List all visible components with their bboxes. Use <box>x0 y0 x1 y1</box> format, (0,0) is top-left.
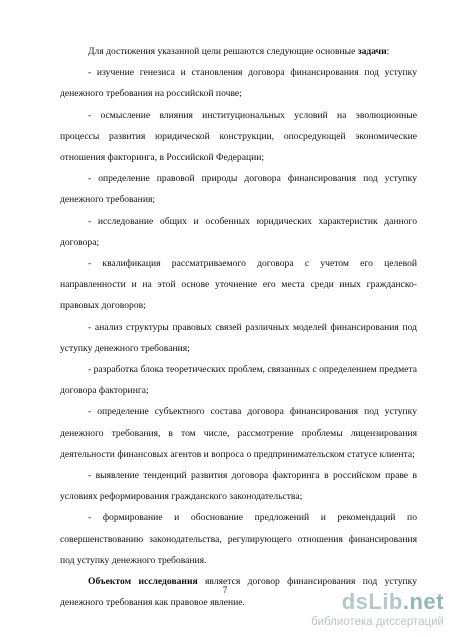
task-item-8: - определение субъектного состава договора финансирования под уступку денежного требования, в том числе, рассмотрение проблемы лицензирования деятельности финансовых агентов и вопроса о предпринимательском статусе клиента; <box>60 406 417 460</box>
task-item-9: - выявление тенденций развития договора факторинга в российском праве в условиях реформирования гражданского законодательства; <box>60 470 417 503</box>
object-text: является договор финансирования под уступку денежного требования как правовое явление. <box>60 576 417 609</box>
task-item-4: - исследование общих и особенных юридических характеристик данного договора; <box>60 215 417 248</box>
task-item-7: - разработка блока теоретических проблем, связанных с определением предмета договора факторинга; <box>60 364 417 397</box>
watermark <box>311 591 444 629</box>
task-item-10: - формирование и обоснование предложений и рекомендаций по совершенствованию законодательства, регулирующего отношения финансирования под уступку денежного требования. <box>60 512 417 566</box>
document-body <box>60 41 417 613</box>
watermark-logo-main: dsLib <box>341 589 403 614</box>
task-item-2: - осмысление влияния институциональных условий на эволюционные процессы развития юридической конструкции, опосредующей экономические отношения факторинга, в Российской Федерации; <box>60 109 417 164</box>
object-label: Объектом исследования <box>88 576 198 588</box>
watermark-subtitle: библиотека диссертаций <box>311 616 444 628</box>
task-item-1: - изучение генезиса и становления договора финансирования под уступку денежного требования на российской почве; <box>60 67 417 100</box>
task-item-6: - анализ структуры правовых связей различных моделей финансирования под уступку денежного требования; <box>60 321 417 354</box>
tasks-colon: : <box>386 46 390 57</box>
task-item-5: - квалификация рассматриваемого договора с учетом его целевой направленности и на этой основе уточнение его места среди иных гражданско-правовых договоров; <box>60 258 417 312</box>
page-number: 7 <box>222 585 228 595</box>
watermark-logo <box>311 591 444 613</box>
intro-paragraph <box>60 41 417 62</box>
intro-text: Для достижения указанной цели решаются следующие основные <box>88 46 356 57</box>
tasks-label: задачи <box>357 46 387 57</box>
watermark-logo-tld: .net <box>402 589 444 614</box>
task-item-3: - определение правовой природы договора финансирования под уступку денежного требования; <box>60 173 417 206</box>
